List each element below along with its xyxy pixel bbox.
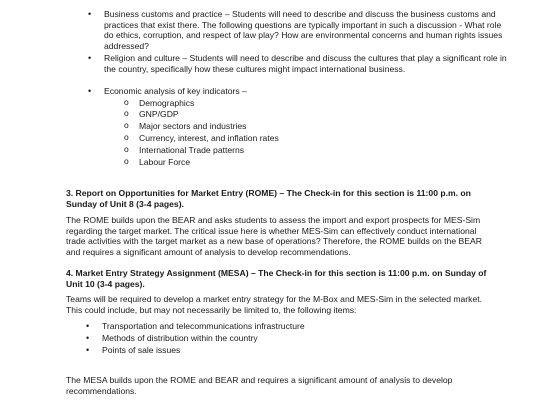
section3-body: The ROME builds upon the BEAR and asks students to assess the import and export prospects for MES-Sim regarding the target market. The critical issue here is whether MES-Sim can effectively conduct international trade activities with the target market as a new base of operations? Therefore, the ROME builds on the BEAR and requires a significant amount of analysis to develop recommendations. xyxy=(66,215,482,257)
bullet-transport: • Transportation and telecommunications infrastructure xyxy=(86,321,486,333)
economic-sub-list xyxy=(121,98,508,169)
bullet-economic-analysis: • Economic analysis of key indicators – o Demographics o GNP/GDP o Major sectors and industries o Currency, interest, and inflation rates o International Trade patterns o Labour Force xyxy=(88,86,508,168)
bullet-business-customs: • Business customs and practice – Students will need to describe and discuss the business customs and practices that exist there. The following questions are typically important in such a discussion - What role do ethics, corruption, and respect of law play? How are environmental concerns and human rights issues addressed? xyxy=(88,9,508,51)
sub-item: o GNP/GDP xyxy=(121,109,508,121)
bullet-distribution: • Methods of distribution within the country xyxy=(86,333,486,345)
section4-heading: 4. Market Entry Strategy Assignment (MESA) – The Check-in for this section is 11:00 p.m. on Sunday of Unit 10 (3-4 pages). xyxy=(66,268,487,289)
section4-bullet-list xyxy=(86,321,486,356)
bullet-points-of-sale: • Points of sale issues xyxy=(86,345,486,357)
bullet-religion-culture: • Religion and culture – Students will need to describe and discuss the cultures that play a significant role in the country, specifically how these cultures might impact international business. xyxy=(88,53,508,85)
section3-heading: 3. Report on Opportunities for Market Entry (ROME) – The Check-in for this section is 11:00 p.m. on Sunday of Unit 8 (3-4 pages). xyxy=(66,188,471,209)
section4-body: Teams will be required to develop a market entry strategy for the M-Box and MES-Sim in the selected market. This could include, but may not necessarily be limited to, the following items: xyxy=(66,294,483,315)
sub-item: o Major sectors and industries xyxy=(121,121,508,133)
sub-item: o Labour Force xyxy=(121,157,508,169)
sub-item: o International Trade patterns xyxy=(121,145,508,157)
section4-closing: The MESA builds upon the ROME and BEAR and requires a significant amount of analysis to develop recommendations. xyxy=(66,375,453,396)
sub-item: o Currency, interest, and inflation rates xyxy=(121,133,508,145)
sub-item: o Demographics xyxy=(121,98,508,110)
top-bullet-list xyxy=(88,9,508,168)
